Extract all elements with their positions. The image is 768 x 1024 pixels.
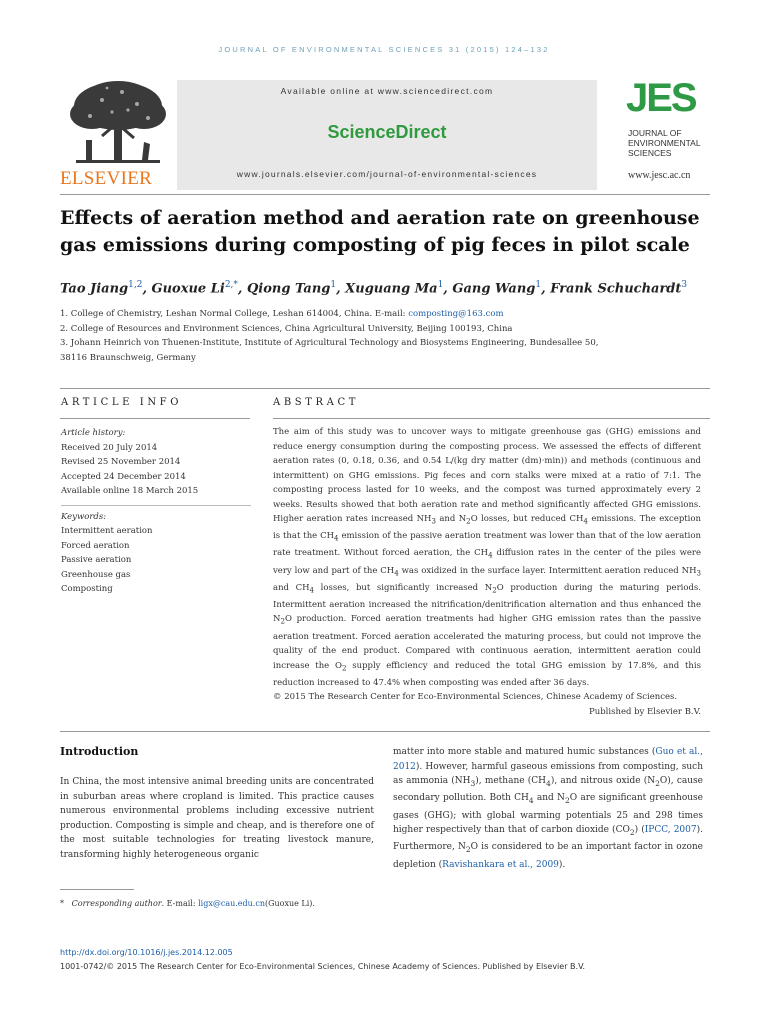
article-info-heading: ARTICLE INFO: [61, 397, 183, 408]
abstract-text: and CH: [273, 582, 310, 593]
abstract-body: [273, 425, 701, 719]
intro-text: ), methane (CH: [475, 776, 547, 786]
abstract-text: emissions. The exception is that the CH: [273, 514, 701, 542]
intro-text: O are significant greenhouse gases (GHG); with global warming potentials 25 and 298 times higher respectively than that of carbon dioxide (CO: [393, 793, 703, 836]
intro-text: matter into more stable and matured humic substances (: [393, 747, 656, 757]
author-affil-sup[interactable]: 1: [437, 280, 444, 290]
article-title: Effects of aeration method and aeration rate on greenhouse gas emissions during composting of pig feces in pilot scale: [60, 207, 700, 256]
author-separator: ,: [142, 281, 152, 297]
jes-journal-name: [628, 128, 701, 158]
article-info-rule: [60, 418, 250, 419]
jes-name-line-1: JOURNAL OF: [628, 128, 682, 138]
introduction-right-column: [393, 745, 703, 872]
keyword: Forced aeration: [61, 540, 130, 551]
footnote-author-name: (Guoxue Li).: [264, 899, 315, 908]
abstract-text: emission of the passive aeration treatment was lower than that of the low aeration rate treatment. Without forced aeration, the CH: [273, 531, 701, 559]
author-name: Qiong Tang: [246, 281, 331, 297]
subscript: 2: [492, 585, 497, 595]
author-affil-sup[interactable]: 1,2: [128, 280, 143, 290]
affiliation-1: [60, 307, 660, 322]
jes-logo[interactable]: [623, 76, 710, 190]
footnote-rule: [60, 889, 134, 890]
abstract-text: NH: [416, 514, 432, 524]
abstract-text: losses, but significantly increased N: [314, 582, 493, 593]
citation-link[interactable]: Guo et al., 2012: [393, 747, 703, 772]
subscript: 2: [465, 845, 471, 855]
abstract-text: supply efficiency and reduced the total GHG emission by 17.8%, and this reduction increased to 47.4% when composting was ended after 36 days.: [273, 660, 701, 688]
jes-name-line-2: ENVIRONMENTAL: [628, 138, 701, 148]
subscript: 4: [488, 551, 493, 561]
author-name: Guoxue Li: [151, 281, 225, 297]
available-online-text[interactable]: Available online at www.sciencedirect.com: [280, 86, 494, 96]
author-list: [60, 280, 720, 296]
author-affil-sup[interactable]: 1: [535, 280, 542, 290]
body-rule: [60, 731, 710, 732]
jes-site-url[interactable]: www.jesc.ac.cn: [628, 170, 691, 181]
affiliation-2: 2. College of Resources and Environment Sciences, China Agricultural University, Beijing 100193, China: [60, 323, 513, 334]
subscript: 4: [546, 778, 551, 788]
abstract-text: O production. Forced aeration treatments had higher GHG emission rates than the passive aeration treatment. Forced aeration accelerated the maturing process, but could not improve the quality of the end product. Compared with continuous aeration, intermittent aeration could increase the O: [273, 614, 701, 671]
author-name: Frank Schuchardt: [550, 281, 682, 297]
author-separator: ,: [336, 281, 346, 297]
intro-text: ).: [558, 859, 566, 870]
sciencedirect-box: [177, 80, 597, 190]
intro-text: O is considered to be an important factor in ozone depletion (: [393, 842, 703, 870]
journal-url[interactable]: www.journals.elsevier.com/journal-of-environmental-sciences: [236, 169, 538, 179]
subscript: 2: [564, 796, 570, 806]
author-name: Gang Wang: [452, 281, 536, 297]
author-email-link[interactable]: ligx@cau.edu.cn: [198, 899, 265, 908]
author-affil-sup[interactable]: 2,*: [224, 280, 238, 290]
subscript: 4: [394, 568, 399, 578]
intro-text: ). Furthermore, N: [393, 825, 703, 853]
abstract-text: O losses, but reduced CH: [470, 514, 584, 524]
affiliation-3-line-2: 38116 Braunschweig, Germany: [60, 352, 196, 363]
subscript: 3: [431, 516, 436, 526]
intro-text: and N: [533, 793, 565, 804]
journal-banner: [60, 76, 710, 190]
citation-link[interactable]: Ravishankara et al., 2009: [442, 859, 559, 870]
abstract-heading: ABSTRACT: [273, 397, 359, 408]
abstract-paragraph: [273, 425, 701, 690]
subscript: 3: [696, 568, 701, 578]
author-affil-sup[interactable]: 3: [681, 280, 688, 290]
subscript: 4: [583, 516, 588, 526]
doi-link[interactable]: http://dx.doi.org/10.1016/j.jes.2014.12.005: [60, 948, 233, 957]
introduction-left-column: In China, the most intensive animal breeding units are concentrated in suburban areas where cropland is limited. This practice causes numerous environmental problems including excessive nutrient production. Composting is simple and cheap, and is therefore one of the most suitable technologies for treating livestock manure, transforming highly heterogeneous organic: [60, 777, 374, 860]
author-separator: ,: [237, 281, 247, 297]
elsevier-tree-icon: [62, 80, 174, 166]
subscript: 2: [280, 617, 285, 627]
abstract-text: diffusion rates in the center of the piles were very low and part of the CH: [273, 548, 702, 576]
subscript: 4: [334, 533, 339, 543]
history-label: Article history:: [61, 428, 126, 438]
corresponding-author-footnote: [60, 899, 460, 908]
footnote-text: . E-mail:: [161, 899, 199, 908]
keyword: Intermittent aeration: [61, 526, 153, 536]
elsevier-logo[interactable]: [60, 80, 176, 190]
subscript: 2: [341, 663, 347, 673]
subscript: 2: [466, 516, 471, 526]
intro-text: ) (: [634, 825, 645, 836]
accepted-date: Accepted 24 December 2014: [61, 471, 186, 482]
jes-name-line-3: SCIENCES: [628, 148, 672, 158]
abstract-rule: [273, 418, 710, 419]
footnote-label: Corresponding author: [71, 899, 162, 908]
intro-text: ). However, harmful gaseous emissions from composting, such as ammonia (NH: [393, 761, 703, 786]
footer-copyright: 1001-0742/© 2015 The Research Center for Eco-Environmental Sciences, Chinese Academy of Sciences. Published by Elsevier B.V.: [60, 962, 586, 971]
author-separator: ,: [443, 281, 453, 297]
introduction-heading: Introduction: [60, 745, 139, 758]
info-divider: [61, 505, 251, 506]
sciencedirect-logo[interactable]: ScienceDirect: [327, 122, 447, 142]
subscript: 4: [528, 796, 534, 806]
received-date: Received 20 July 2014: [61, 442, 158, 453]
jes-mark: JES: [626, 76, 696, 120]
keyword: Composting: [61, 584, 113, 594]
intro-text: ), and nitrous oxide (N: [550, 776, 656, 786]
article-info: [61, 426, 251, 597]
abstract-text: The aim of this study was to uncover ways to mitigate greenhouse gas (GHG) emissions and reduce energy consumption during the composting process. We assessed the effects of different aeration rates (0, 0.18, 0.36, and 0.54 L/(kg dry matter (dm)·min)) and methods (continuous and intermittent) on GHG emissions. Pig feces and corn stalks were mixed at a ratio of 7:1. The composting process lasted for 10 weeks, and the compost was turned approximately every 2 weeks. Results showed that both aeration rate and method significantly affected GHG emissions. Higher aeration rates increased: [273, 427, 701, 524]
intro-text: O), cause secondary pollution. Both CH: [393, 776, 703, 804]
header-rule: [60, 194, 710, 195]
running-head: JOURNAL OF ENVIRONMENTAL SCIENCES 31 (2015) 124–132: [218, 45, 550, 54]
abstract-text: O production during the maturing periods. Intermittent aeration increased the nitrification/denitrification alternation and thus enhanced the N: [273, 582, 701, 625]
keywords-label: Keywords:: [61, 511, 107, 522]
available-date: Available online 18 March 2015: [61, 486, 199, 496]
revised-date: Revised 25 November 2014: [61, 457, 181, 467]
elsevier-wordmark: ELSEVIER: [60, 168, 153, 189]
author-name: Tao Jiang: [60, 281, 129, 297]
abstract-copyright: © 2015 The Research Center for Eco-Environmental Sciences, Chinese Academy of Sciences.: [273, 692, 678, 703]
affiliation-3-line-1: 3. Johann Heinrich von Thuenen-Institute, Institute of Agricultural Technology and Biosystems Engineering, Bundesallee 50,: [60, 338, 599, 348]
affiliations: [60, 307, 660, 365]
subscript: 2: [629, 827, 635, 837]
author-name: Xuguang Ma: [345, 281, 438, 297]
footnote-marker: *: [60, 899, 64, 908]
keyword: Passive aeration: [61, 555, 132, 565]
subscript: 4: [309, 585, 315, 595]
author-separator: ,: [541, 281, 551, 297]
keyword: Greenhouse gas: [61, 569, 131, 580]
abstract-text: was oxidized in the surface layer. Intermittent aeration reduced NH: [398, 565, 697, 576]
affiliation-email-link[interactable]: composting@163.com: [408, 309, 504, 319]
author-affil-sup[interactable]: 1: [330, 280, 337, 290]
affiliation-1-text: 1. College of Chemistry, Leshan Normal College, Leshan 614004, China. E-mail:: [60, 309, 409, 319]
front-matter-rule: [60, 388, 710, 389]
subscript: 2: [655, 778, 660, 788]
subscript: 3: [470, 778, 476, 788]
abstract-text: and N: [435, 514, 467, 524]
abstract-published-by: Published by Elsevier B.V.: [589, 706, 701, 717]
citation-link[interactable]: IPCC, 2007: [644, 825, 697, 836]
